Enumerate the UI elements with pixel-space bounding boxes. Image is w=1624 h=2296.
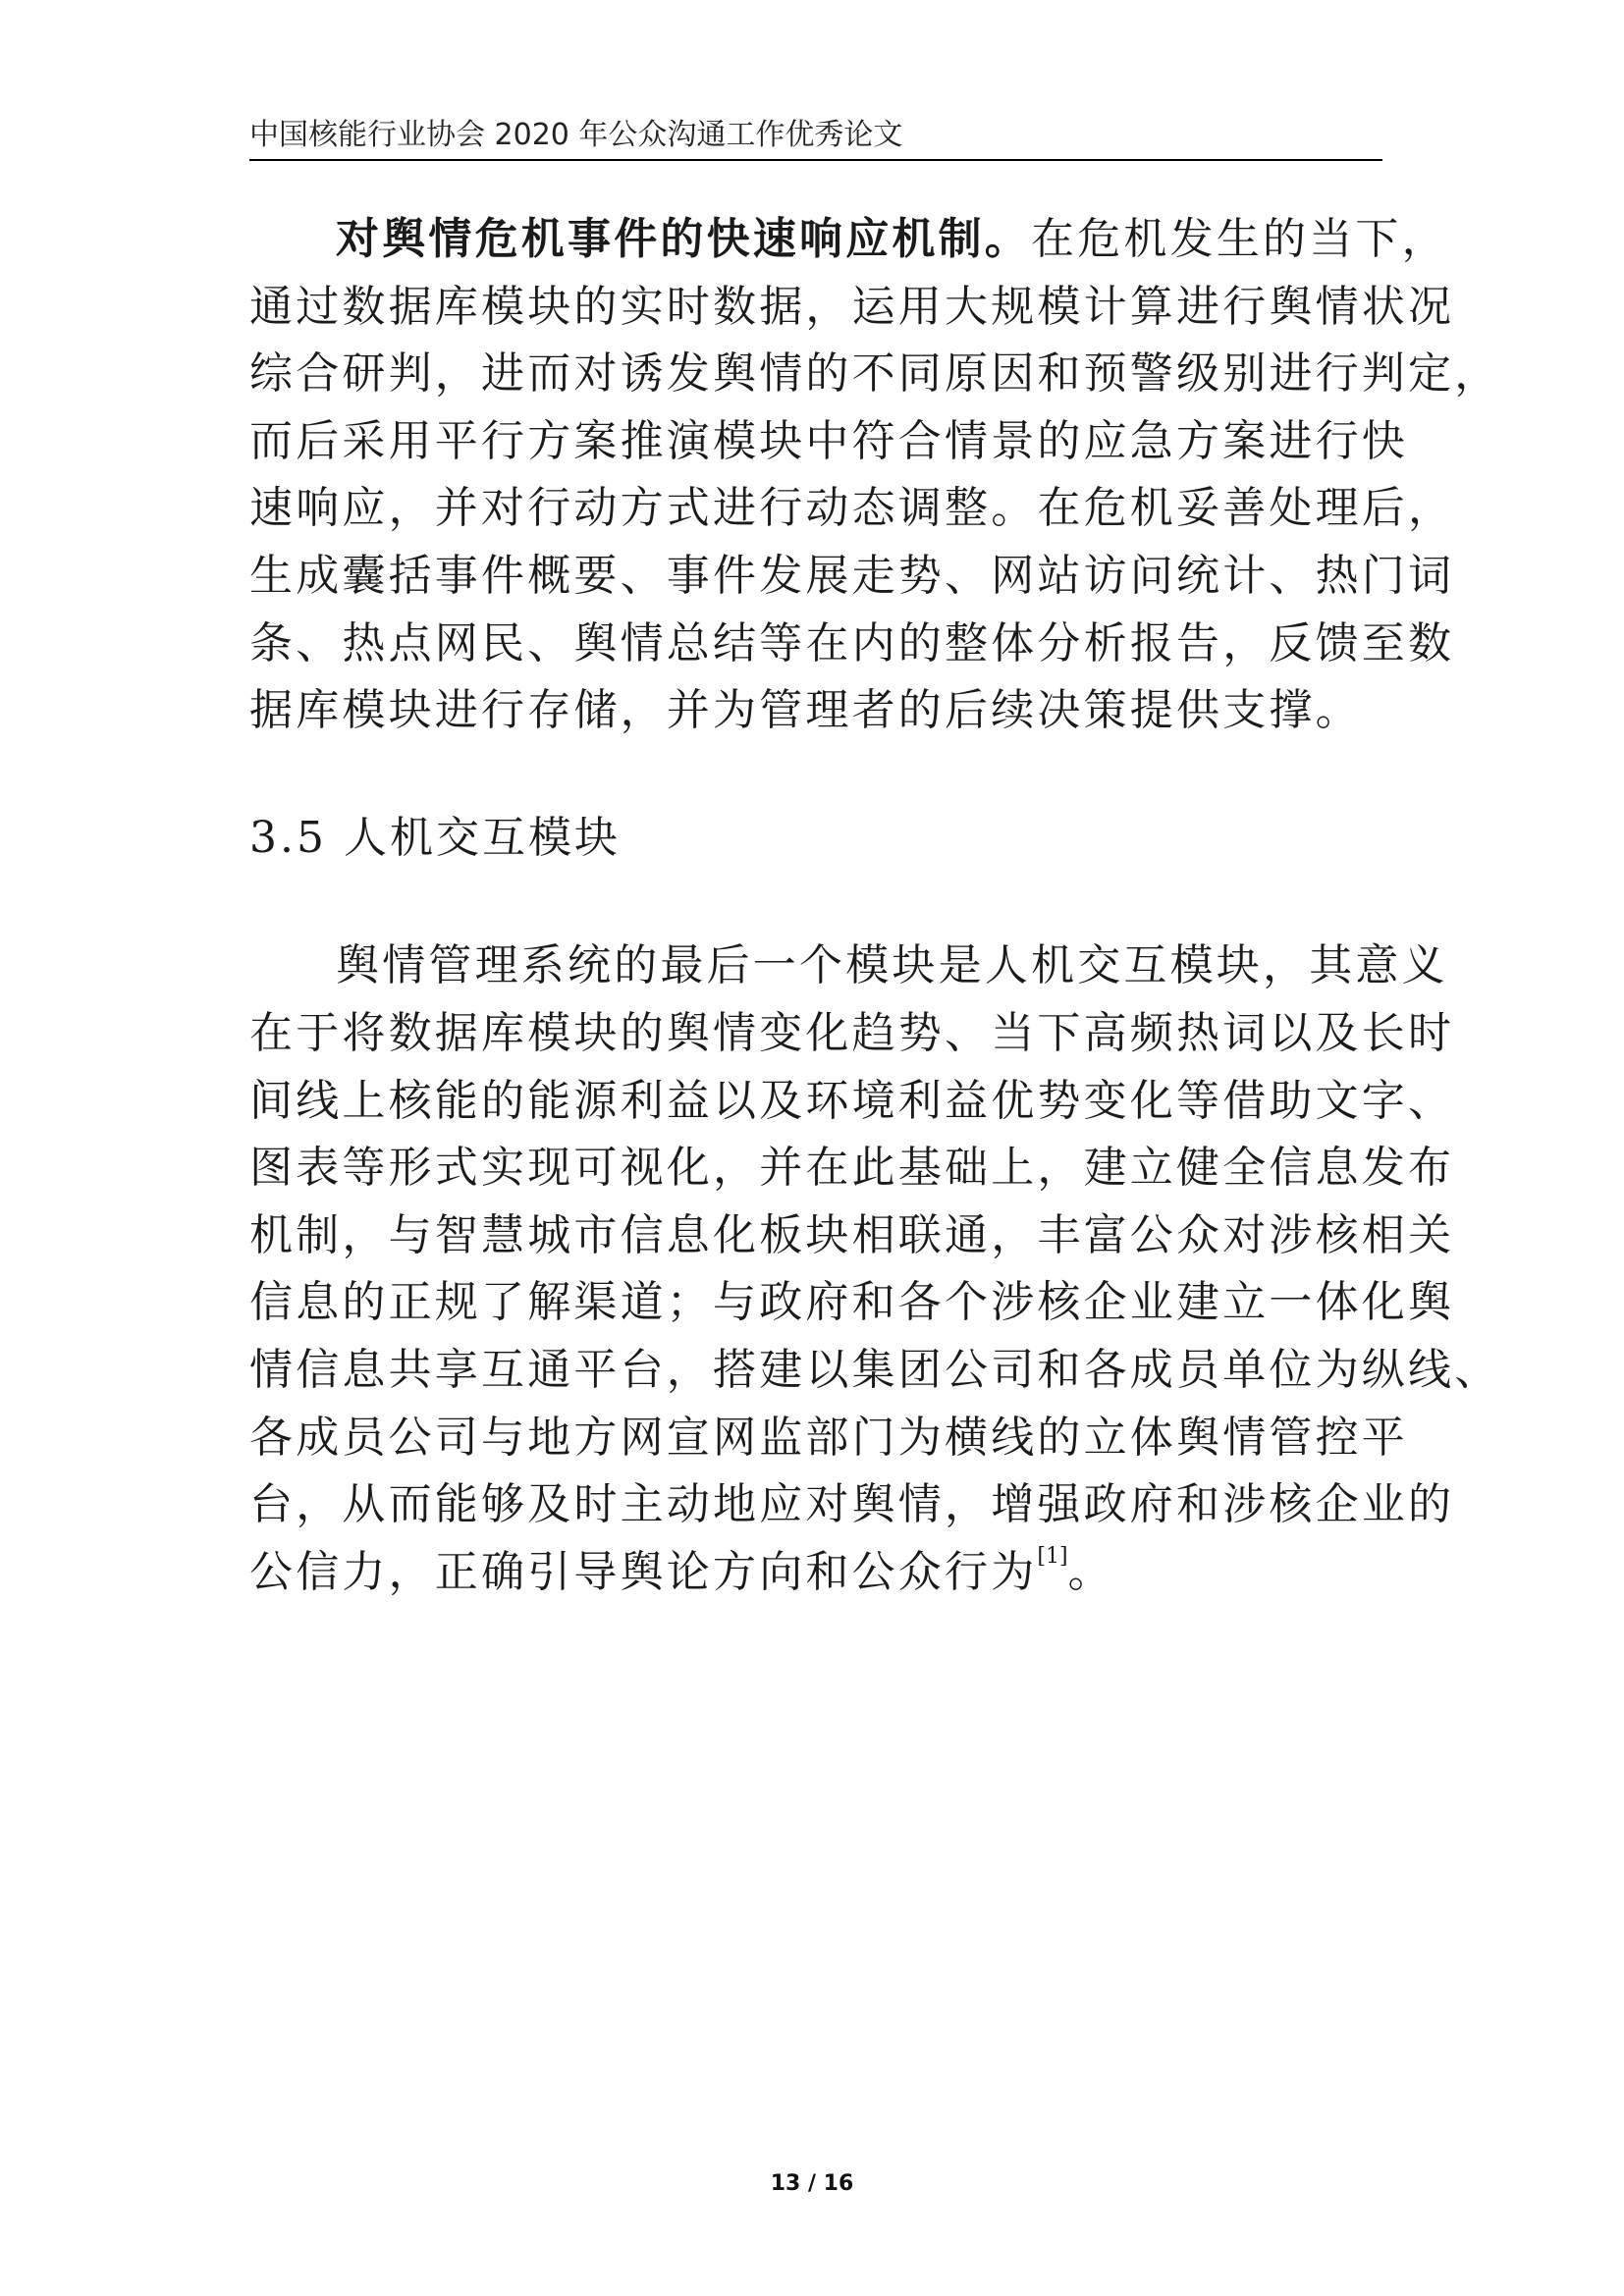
paragraph-1-line: 综合研判，进而对诱发舆情的不同原因和预警级别进行判定，: [249, 348, 1501, 400]
bold-lead-text: 对舆情危机事件的快速响应机制。: [336, 214, 1031, 264]
paragraph-1-line: 据库模块进行存储，并为管理者的后续决策提供支撑。: [249, 685, 1362, 736]
spacer: [249, 745, 1398, 805]
citation-reference[interactable]: [1]: [1037, 1543, 1068, 1569]
spacer: [249, 872, 1398, 933]
header-title: 中国核能行业协会 2020 年公众沟通工作优秀论文: [249, 118, 903, 152]
paragraph-1-line-1-rest: 在危机发生的当下，: [1031, 214, 1448, 264]
paragraph-1-line: 速响应，并对行动方式进行动态调整。在危机妥善处理后，: [249, 483, 1455, 534]
paragraph-2-line: 情信息共享互通平台，搭建以集团公司和各成员单位为纵线、: [249, 1344, 1501, 1395]
page-header: [249, 116, 1382, 161]
paragraph-2-line: 机制，与智慧城市信息化板块相联通，丰富公众对涉核相关: [249, 1209, 1455, 1260]
paragraph-2-line: 台，从而能够及时主动地应对舆情，增强政府和涉核企业的: [249, 1479, 1455, 1530]
paragraph-2-line: 信息的正规了解渠道；与政府和各个涉核企业建立一体化舆: [249, 1277, 1455, 1328]
page-number: 13 / 16: [770, 2171, 854, 2196]
paragraph-1-line: 通过数据库模块的实时数据，运用大规模计算进行舆情状况: [249, 281, 1455, 332]
last-line-end: 。: [1067, 1546, 1114, 1597]
paragraph-2-line: 在于将数据库模块的舆情变化趋势、当下高频热词以及长时: [249, 1007, 1455, 1058]
paragraph-2-line-1: 舆情管理系统的最后一个模块是人机交互模块，其意义: [336, 940, 1448, 991]
paragraph-1-line: 条、热点网民、舆情总结等在内的整体分析报告，反馈至数: [249, 617, 1455, 668]
paragraph-1-line: 而后采用平行方案推演模块中符合情景的应急方案进行快: [249, 415, 1408, 466]
paragraph-1-line: 生成囊括事件概要、事件发展走势、网站访问统计、热门词: [249, 550, 1455, 601]
paragraph-2-line: 间线上核能的能源利益以及环境利益优势变化等借助文字、: [249, 1075, 1455, 1126]
section-heading: 3.5 人机交互模块: [249, 812, 621, 863]
paragraph-2-last-line: [249, 1539, 1398, 1607]
paragraph-2-line: 图表等形式实现可视化，并在此基础上，建立健全信息发布: [249, 1143, 1455, 1194]
paragraph-1-line-1: [249, 206, 1448, 274]
page-body: [249, 206, 1501, 1606]
last-line-text: 公信力，正确引导舆论方向和公众行为: [249, 1546, 1038, 1597]
paragraph-2-line: 各成员公司与地方网宣网监部门为横线的立体舆情管控平: [249, 1412, 1408, 1463]
